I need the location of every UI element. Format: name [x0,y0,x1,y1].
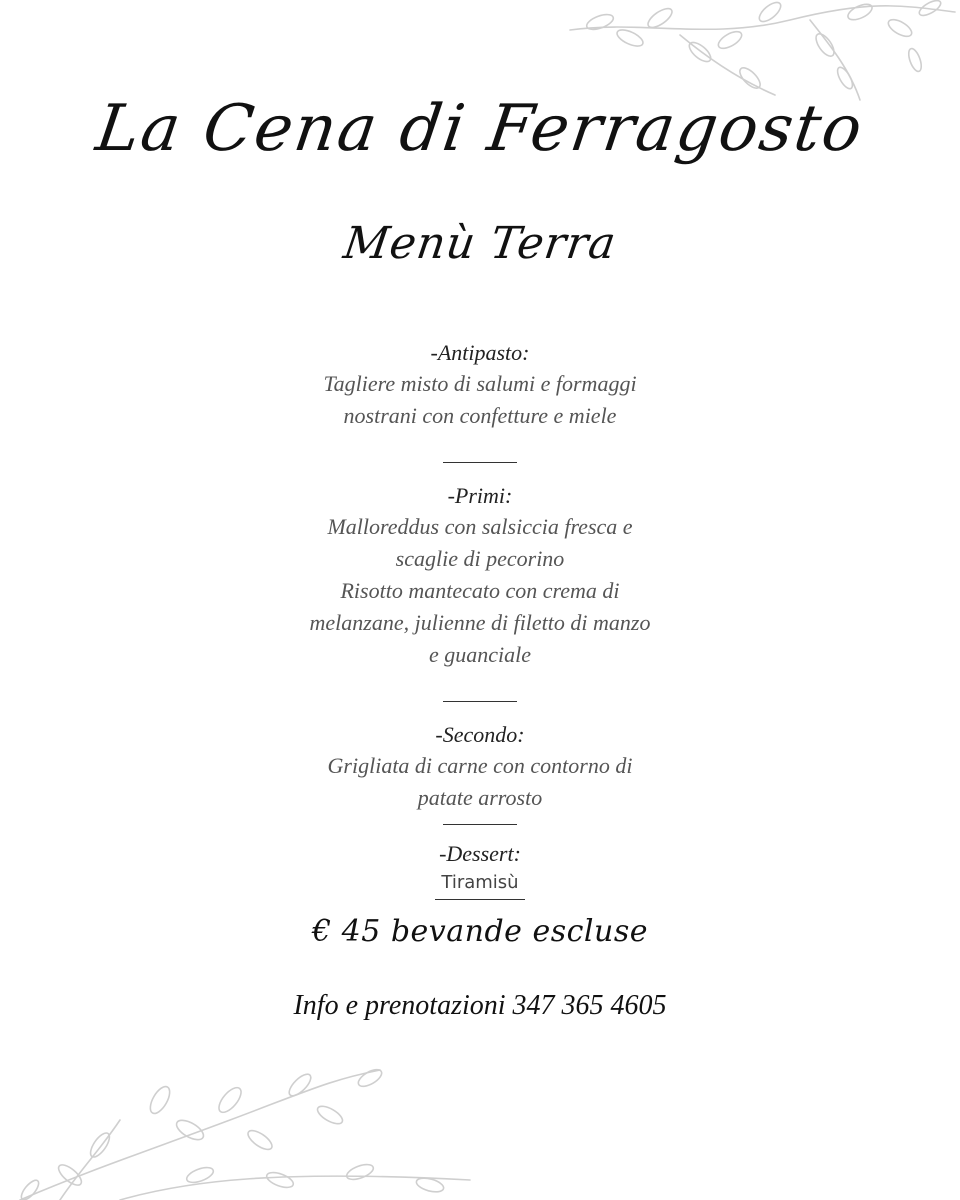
booking-info: Info e prenotazioni 347 365 4605 [293,990,667,1021]
dish-line: patate arrosto [417,785,543,810]
menu-sections [260,338,700,900]
dish-line: Tagliere misto di salumi e formaggi [323,371,637,396]
price-line: € 45 bevande escluse [312,914,648,949]
dish-line: Grigliata di carne con contorno di [327,753,633,778]
section-body-secondo [260,750,700,814]
section-title-antipasto: -Antipasto: [430,340,530,365]
dish-line: Risotto mantecato con crema di [340,578,620,603]
section-antipasto [260,338,700,432]
section-body-antipasto [260,368,700,432]
section-body-dessert [260,869,700,900]
dish-line: scaglie di pecorino [395,546,565,571]
leafy-branch-icon [0,1060,480,1200]
section-secondo [260,720,700,814]
menu-title: La Cena di Ferragosto [91,92,869,166]
section-divider [443,701,517,702]
section-divider [443,824,517,825]
section-title-dessert: -Dessert: [439,841,521,866]
section-dessert [260,839,700,900]
section-body-primi [260,511,700,671]
dish-line: nostrani con confetture e miele [343,403,617,428]
dish-line: melanzane, julienne di filetto di manzo [309,610,651,635]
section-title-secondo: -Secondo: [435,722,525,747]
dessert-item: Tiramisù [435,869,524,900]
section-primi [260,481,700,671]
menu-subtitle: Menù Terra [340,218,620,269]
dish-line: e guanciale [428,642,532,667]
section-divider [443,462,517,463]
section-title-primi: -Primi: [447,483,513,508]
dish-line: Malloreddus con salsiccia fresca e [327,514,633,539]
